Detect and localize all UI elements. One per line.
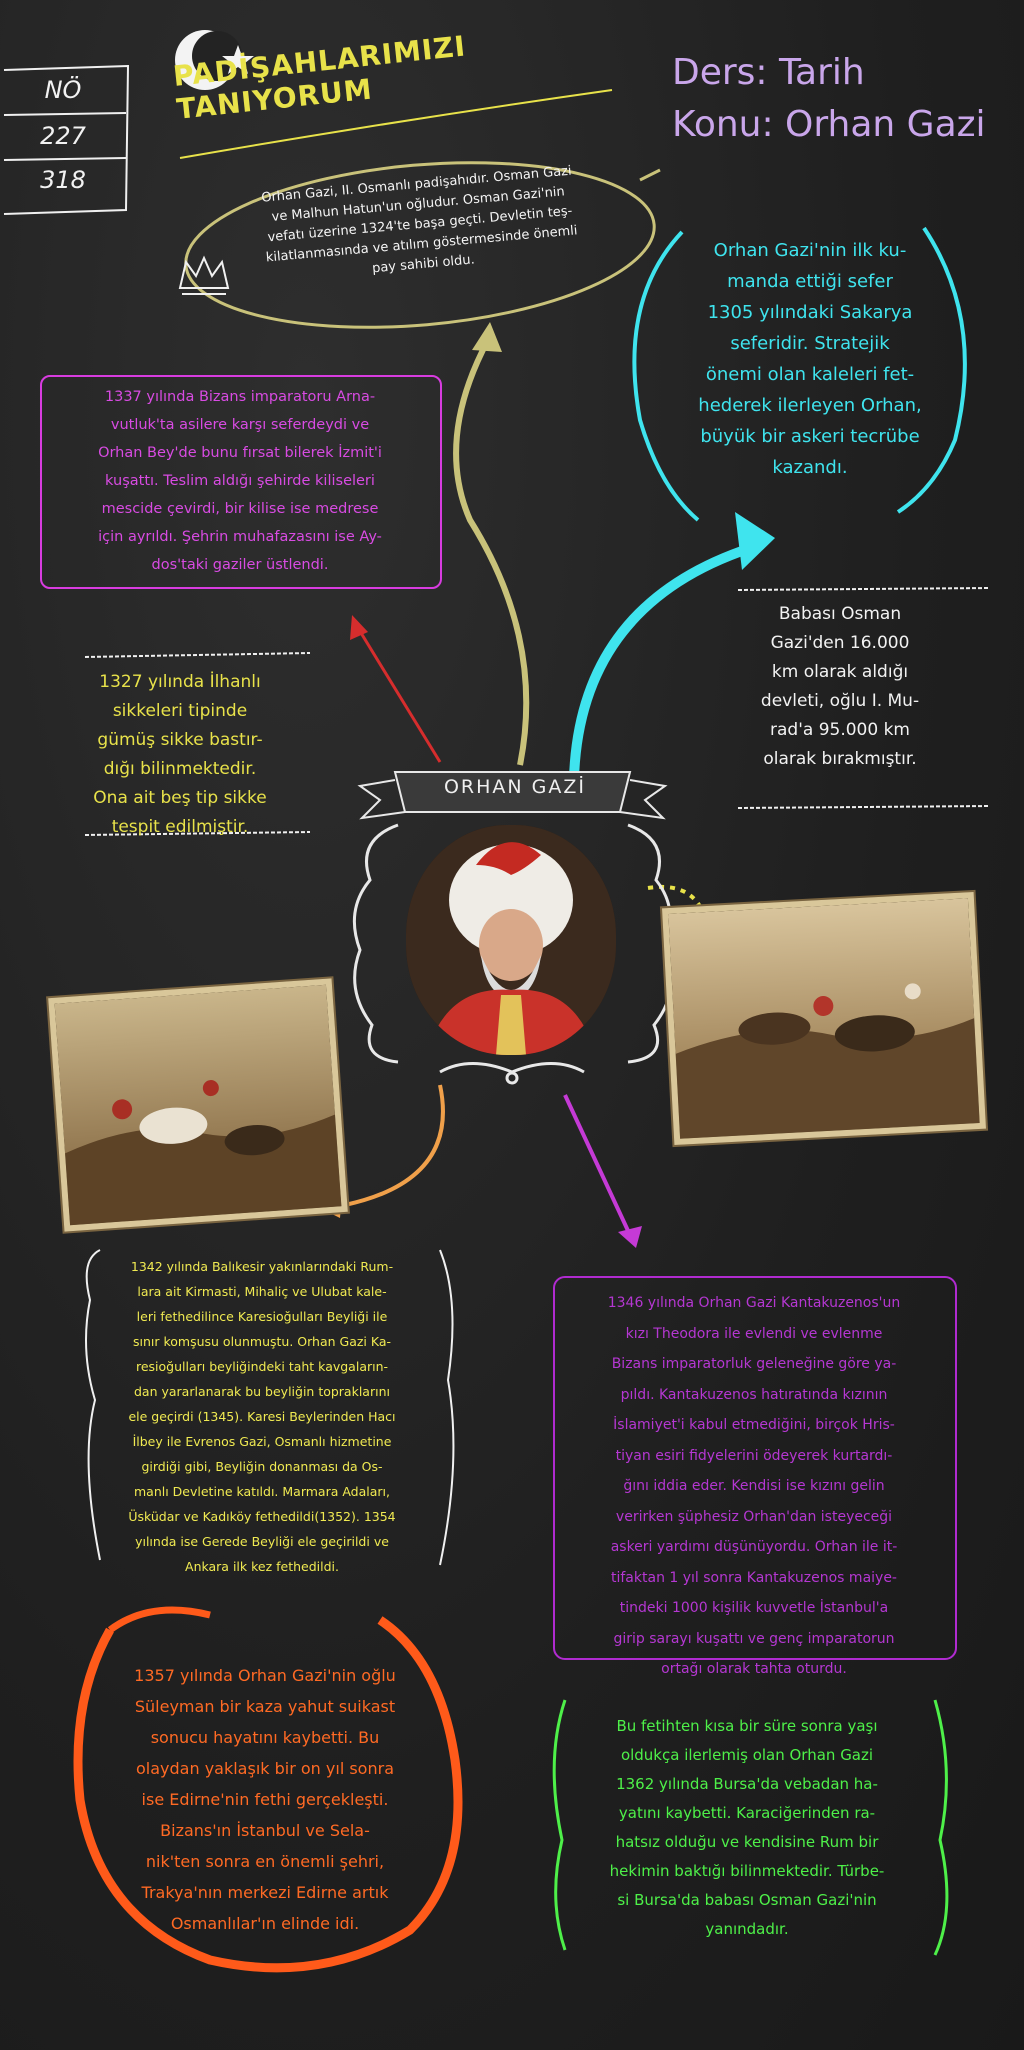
death-text: Bu fetihten kısa bir süre sonra yaşı oldukça ilerlemiş olan Orhan Gazi 1362 yılında Bursa'da vebadan ha- yatını kaybetti. Karaciğerinden ra- hatsız olduğu ve kendisine Rum bir hekimin baktığı bilinmektedir. Türbe- si Bursa'da babası Osman Gazi'nin yanındadır. xyxy=(609,1717,885,1938)
izmit-text: 1337 yılında Bizans imparatoru Arna- vutluk'ta asilere karşı seferdeydi ve Orhan Bey'de bunu fırsat bilerek İzmit'i kuşattı. Teslim aldığı şehirde kiliseleri mescide çevirdi, bir kilise ise medrese için ayrıldı. Şehrin muhafazasını ise Ay- dos'taki gaziler üstlendi. xyxy=(98,389,382,573)
coin-text: 1327 yılında İlhanlı sikkeleri tipinde gümüş sikke bastır- dığı bilinmektedir. Ona ait beş tip sikke tespit edilmiştir. xyxy=(93,672,267,837)
student-number xyxy=(0,66,128,212)
intro-text: Orhan Gazi, II. Osmanlı padişahıdır. Osman Gazi ve Malhun Hatun'un oğludur. Osman Gazi'nin vefatı üzerine 1324'te başa geçti. Devletin teş- kilatlanmasında ve atılım göstermesinde önemli pay sahibi oldu. xyxy=(260,163,579,277)
battle-painting-left xyxy=(48,978,348,1231)
topic-label: Konu: Orhan Gazi xyxy=(672,104,986,145)
no-value-2: 318 xyxy=(40,166,86,194)
sakarya-campaign-text: Orhan Gazi'nin ilk ku- manda ettiği sefer 1305 yılındaki Sakarya seferidir. Stratejik önemi olan kaleleri fet- hederek ilerleyen Orhan, büyük bir askeri tecrübe kazandı. xyxy=(698,240,922,478)
territory-text: Babası Osman Gazi'den 16.000 km olarak aldığı devleti, oğlu I. Mu- rad'a 95.000 km olarak bırakmıştır. xyxy=(760,604,920,769)
battle-painting-right xyxy=(662,892,986,1145)
olive-arrow xyxy=(456,340,526,765)
no-value-1: 227 xyxy=(40,122,86,150)
orange-arrow xyxy=(345,1085,443,1205)
banner-label: ORHAN GAZİ xyxy=(443,776,587,798)
red-arrow xyxy=(358,628,440,762)
magenta-arrow xyxy=(565,1095,630,1235)
no-label: NÖ xyxy=(44,76,82,104)
edirne-text: 1357 yılında Orhan Gazi'nin oğlu Süleyman bir kaza yahut suikast sonucu hayatını kaybetti. Bu olaydan yaklaşık bir on yıl sonra ise Edirne'nin fethi gerçekleşti. Bizans'ın İstanbul ve Sela- nik'ten sonra en önemli şehri, Trakya'nın merkezi Edirne artık Osmanlılar'ın elinde idi. xyxy=(134,1666,396,1933)
subject-label: Ders: Tarih xyxy=(672,52,865,93)
page-title: PADİŞAHLARIMIZI TANIYORUM xyxy=(171,29,468,126)
orhan-gazi-portrait xyxy=(406,825,616,1055)
karesi-text: 1342 yılında Balıkesir yakınlarındaki Rum- lara ait Kirmasti, Mihaliç ve Ulubat kale- leri fethedilince Karesioğulları Beyliği ile sınır komşusu olunmuştu. Orhan Gazi Ka- resioğulları beyliğindeki taht kavgaların- dan yararlanarak bu beyliğin topraklarını ele geçirdi (1345). Karesi Beylerinden Hacı İlbey ile Evrenos Gazi, Osmanlı hizmetine girdiği gibi, Beyliğin donanması da Os- manlı Devletine katıldı. Marmara Adaları, Üsküdar ve Kadıköy fethedildi(1352). 1354 yılında ise Gerede Beyliği ele geçirildi ve Ankara ilk kez fethedildi. xyxy=(128,1259,396,1574)
theodora-text: 1346 yılında Orhan Gazi Kantakuzenos'un kızı Theodora ile evlendi ve evlenme Bizans imparatorluk geleneğine göre ya- pıldı. Kantakuzenos hatıratında kızının İslamiyet'i kabul etmediğini, birçok Hris- tiyan esiri fidyelerini ödeyerek kurtardı- ğını iddia eder. Kendisi ise kızını gelin verirken şüphesiz Orhan'dan isteyeceği askeri yardımı düşünüyordu. Orhan ile it- tifaktan 1 yıl sonra Kantakuzenos maiye- tindeki 1000 kişilik kuvvetle İstanbul'a girip sarayı kuşattı ve genç imparatorun ortağı olarak tahta oturdu. xyxy=(607,1295,901,1677)
